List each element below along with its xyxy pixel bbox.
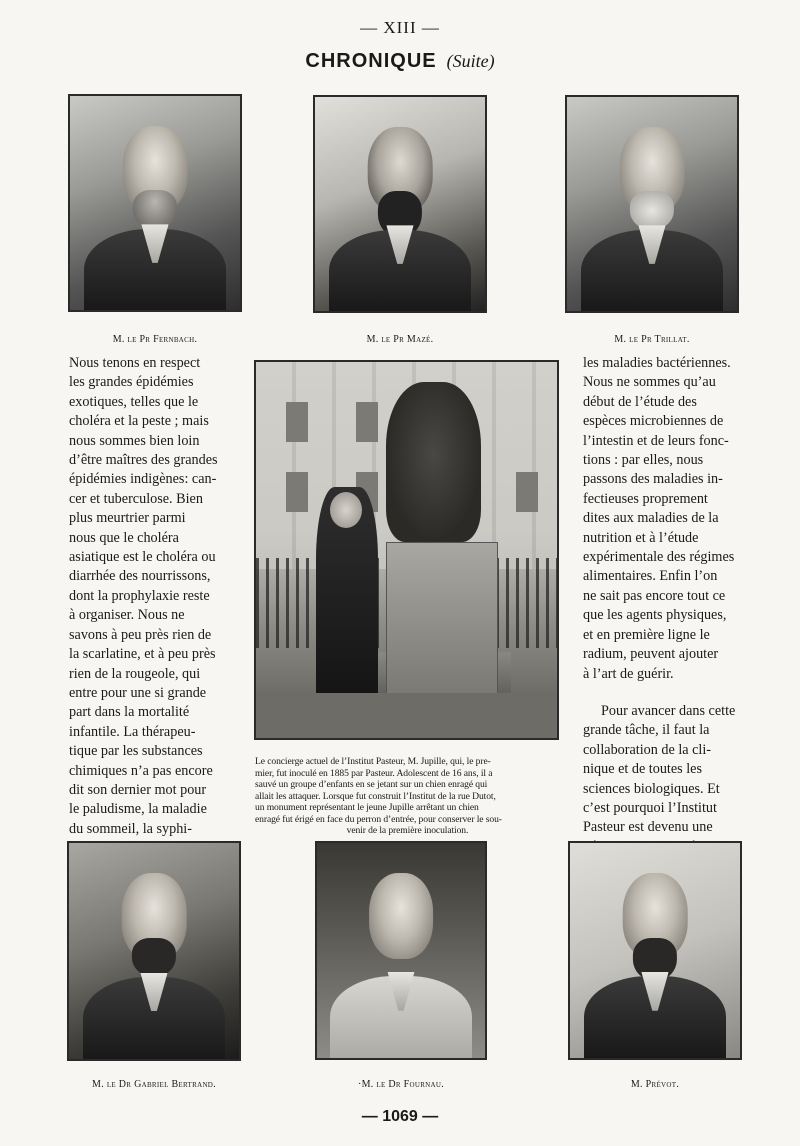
text-line: plus meurtrier parmi <box>69 510 186 527</box>
text-line: Pasteur est devenu une <box>583 819 713 836</box>
text-line: et en première ligne le <box>583 626 710 643</box>
caption-maze: M. le Pr Mazé. <box>366 334 434 345</box>
caption-line: venir de la première inoculation. <box>346 825 469 836</box>
text-line: espèces microbiennes de <box>583 413 724 430</box>
portrait-prevot <box>568 841 742 1060</box>
text-line: cer et tuberculose. Bien <box>69 490 203 507</box>
text-line: choléra et la peste ; mais <box>69 413 209 430</box>
text-line: la scarlatine, et à peu près <box>69 646 216 663</box>
text-line: dont la prophylaxie reste <box>69 587 210 604</box>
heading-title: CHRONIQUE <box>305 50 437 72</box>
page-roman-numeral: — XIII — <box>360 18 440 37</box>
text-line: Nous ne sommes qu’au <box>583 374 716 391</box>
text-line: rien de la rougeole, qui <box>69 665 201 682</box>
caption-fournau: ·M. le Dr Fournau. <box>357 1079 445 1090</box>
text-line: Nous tenons en respect <box>69 355 201 371</box>
caption-line: enragé fut érigé en face du perron d’entrée, pour conserver le sou- <box>255 813 502 825</box>
text-line: ne sait pas encore tout ce <box>583 587 726 604</box>
text-line: dit son dernier mot pour <box>69 781 207 798</box>
photo-caption <box>255 756 560 837</box>
text-line: collaboration de la cli- <box>583 741 712 758</box>
text-line: dites aux maladies de la <box>583 510 719 527</box>
page-number: — 1069 — <box>361 1108 439 1125</box>
caption-line: mier, fut inoculé en 1885 par Pasteur. Adolescent de 16 ans, il a <box>255 767 493 779</box>
text-line: alimentaires. Enfin l’on <box>583 568 718 585</box>
text-line: Pour avancer dans cette <box>601 702 736 719</box>
text-line: tions : par elles, nous <box>583 452 704 469</box>
text-line: le paludisme, la maladie <box>69 801 207 818</box>
article-right-column <box>583 354 743 877</box>
text-line: savons à peu près rien de <box>69 626 212 643</box>
caption-trillat: M. le Pr Trillat. <box>614 334 690 345</box>
text-line: nous sommes bien loin <box>69 432 200 449</box>
caption-prevot: M. Prévot. <box>630 1079 680 1090</box>
text-line: d’être maîtres des grandes <box>69 452 218 469</box>
text-line: épidémies indigènes: can- <box>69 471 217 488</box>
caption-line: Le concierge actuel de l’Institut Pasteur, M. Jupille, qui, le pre- <box>255 756 491 767</box>
text-line: nutrition et à l’étude <box>583 529 699 546</box>
text-line: grande tâche, il faut la <box>583 722 710 739</box>
portrait-gabriel-bertrand <box>67 841 241 1061</box>
text-line: passons des maladies in- <box>583 471 723 488</box>
heading-subtitle: (Suite) <box>446 51 495 71</box>
text-line: du sommeil, la syphi- <box>69 820 192 837</box>
text-line: tique par les substances <box>69 743 203 760</box>
text-line: diarrhée des nourrissons, <box>69 568 211 585</box>
caption-line: allait les attaquer. Lorsque fut construit l’Institut de la rue Dutot, <box>255 790 496 802</box>
text-line: exotiques, telles que le <box>69 393 199 410</box>
portrait-maze <box>313 95 487 313</box>
text-line: fectieuses proprement <box>583 490 708 507</box>
text-line: nique et de toutes les <box>583 761 702 778</box>
text-line: expérimentale des régimes <box>583 549 735 566</box>
portrait-fernbach <box>68 94 242 312</box>
text-line: que les agents physiques, <box>583 607 727 624</box>
text-line: début de l’étude des <box>583 393 697 410</box>
text-line: à organiser. Nous ne <box>69 607 185 624</box>
caption-line: sauvé un groupe d’enfants en se jetant sur un chien enragé qui <box>255 779 488 790</box>
portrait-fournau <box>315 841 487 1060</box>
text-line: entre pour une si grande <box>69 684 207 701</box>
text-line: radium, peuvent ajouter <box>583 646 719 663</box>
text-line: l’intestin et de leurs fonc- <box>583 432 729 449</box>
caption-gabriel-bertrand: M. le Dr Gabriel Bertrand. <box>92 1079 216 1090</box>
text-line: c’est pourquoi l’Institut <box>583 799 717 816</box>
article-left-column <box>69 354 229 878</box>
text-line: les maladies bactériennes. <box>583 355 731 371</box>
text-line: part dans la mortalité <box>69 704 190 721</box>
text-line: nous que le choléra <box>69 529 179 546</box>
paragraph <box>583 354 743 684</box>
text-line: les grandes épidémies <box>69 374 194 391</box>
text-line: sciences biologiques. Et <box>583 780 720 797</box>
text-line: chimiques n’a pas encore <box>69 762 213 779</box>
caption-fernbach: M. le Pr Fernbach. <box>112 334 198 345</box>
text-line: asiatique est le choléra ou <box>69 549 216 566</box>
text-line: infantile. La thérapeu- <box>69 723 196 740</box>
text-line: à l’art de guérir. <box>583 665 674 682</box>
portrait-trillat <box>565 95 739 313</box>
caption-line: un monument représentant le jeune Jupille arrêtant un chien <box>255 802 479 813</box>
page-heading <box>0 50 800 73</box>
photo-jupille-monument <box>254 360 559 740</box>
